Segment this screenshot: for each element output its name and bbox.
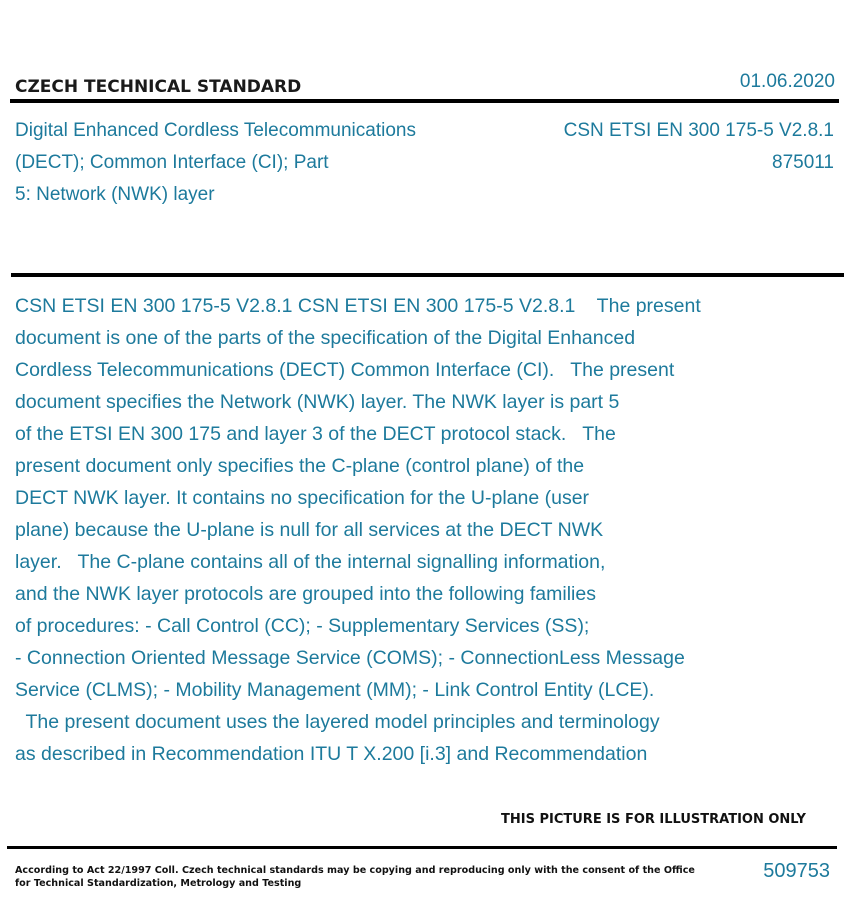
abstract-line: Service (CLMS); - Mobility Management (MM); - Link Control Entity (LCE). xyxy=(15,679,655,701)
abstract-line: document is one of the parts of the specification of the Digital Enhanced xyxy=(15,327,636,349)
abstract-text xyxy=(15,290,795,770)
header-divider xyxy=(10,99,839,103)
catalog-number: 509753 xyxy=(763,860,830,882)
title-line: (DECT); Common Interface (CI); Part xyxy=(15,152,329,173)
abstract-line: present document only specifies the C-plane (control plane) of the xyxy=(15,455,585,477)
title-line: Digital Enhanced Cordless Telecommunications xyxy=(15,120,416,141)
abstract-line: document specifies the Network (NWK) layer. The NWK layer is part 5 xyxy=(15,391,620,413)
abstract-line: - Connection Oriented Message Service (COMS); - ConnectionLess Message xyxy=(15,647,685,669)
document-title xyxy=(15,115,485,211)
class-number: 875011 xyxy=(772,152,834,173)
abstract-line: The present document uses the layered model principles and terminology xyxy=(15,711,660,733)
illustration-note: THIS PICTURE IS FOR ILLUSTRATION ONLY xyxy=(501,812,806,827)
title-line: 5: Network (NWK) layer xyxy=(15,184,215,205)
copyright-line: for Technical Standardization, Metrology and Testing xyxy=(15,878,302,889)
abstract-line: and the NWK layer protocols are grouped into the following families xyxy=(15,583,596,605)
abstract-line: Cordless Telecommunications (DECT) Common Interface (CI). The present xyxy=(15,359,675,381)
abstract-line: CSN ETSI EN 300 175-5 V2.8.1 CSN ETSI EN 300 175-5 V2.8.1 The present xyxy=(15,295,701,317)
title-divider xyxy=(11,273,844,277)
document-identifier xyxy=(564,115,834,179)
publication-date: 01.06.2020 xyxy=(739,71,835,92)
copyright-notice xyxy=(15,864,695,890)
footer-divider xyxy=(7,846,837,849)
abstract-line: of the ETSI EN 300 175 and layer 3 of the DECT protocol stack. The xyxy=(15,423,616,445)
copyright-line: According to Act 22/1997 Coll. Czech technical standards may be copying and reproducing only with the consent of the Office xyxy=(15,865,695,876)
abstract-line: of procedures: - Call Control (CC); - Supplementary Services (SS); xyxy=(15,615,590,637)
abstract-line: layer. The C-plane contains all of the internal signalling information, xyxy=(15,551,606,573)
abstract-line: plane) because the U-plane is null for all services at the DECT NWK xyxy=(15,519,604,541)
standard-code: CSN ETSI EN 300 175-5 V2.8.1 xyxy=(563,120,834,141)
abstract-line: as described in Recommendation ITU T X.200 [i.3] and Recommendation xyxy=(15,743,648,765)
standard-label: CZECH TECHNICAL STANDARD xyxy=(15,77,302,97)
abstract-line: DECT NWK layer. It contains no specification for the U-plane (user xyxy=(15,487,590,509)
